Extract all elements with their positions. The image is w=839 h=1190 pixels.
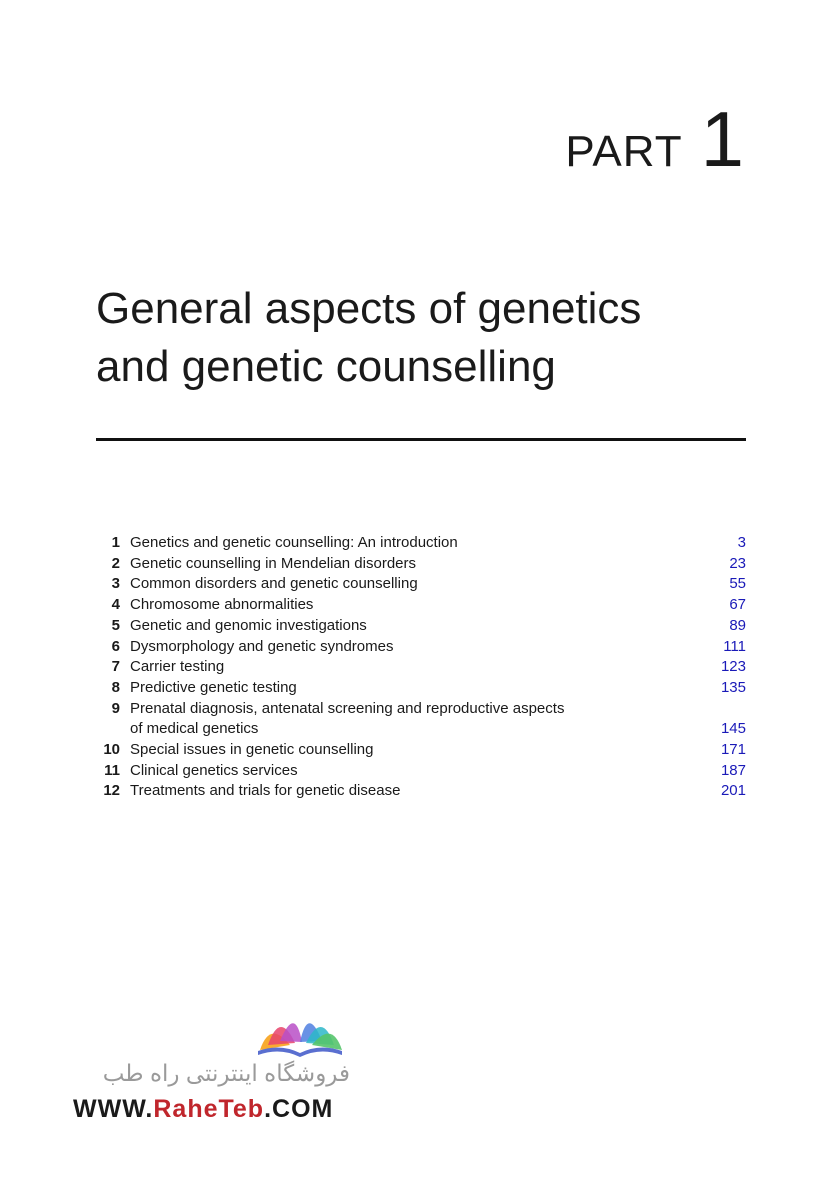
url-prefix: WWW. (73, 1095, 154, 1123)
watermark-url[interactable] (73, 1095, 333, 1124)
toc-entry[interactable] (96, 595, 746, 616)
toc-chapter-title-line: Common disorders and genetic counselling (130, 575, 418, 593)
toc-chapter-number: 10 (103, 741, 120, 759)
table-of-contents (96, 533, 746, 802)
toc-chapter-title (130, 699, 676, 740)
toc-chapter-title (130, 657, 676, 678)
toc-chapter-number: 8 (111, 678, 120, 696)
toc-chapter-number: 1 (111, 534, 120, 551)
watermark (70, 1005, 370, 1135)
toc-page-number[interactable]: 67 (729, 596, 746, 614)
toc-entry[interactable] (96, 657, 746, 678)
toc-chapter-number: 5 (111, 616, 120, 634)
part-title-line-2: and genetic counselling (96, 342, 556, 391)
toc-chapter-title (130, 740, 676, 761)
toc-page-number[interactable]: 23 (729, 554, 746, 572)
toc-chapter-number: 7 (111, 658, 120, 676)
toc-chapter-number: 9 (111, 699, 120, 717)
toc-chapter-title-line: Genetics and genetic counselling: An introduction (130, 534, 458, 551)
toc-page-number[interactable]: 135 (720, 678, 746, 696)
open-book-rainbow-icon (250, 1005, 350, 1060)
toc-chapter-title-line: Predictive genetic testing (130, 678, 297, 696)
part-title (96, 280, 756, 396)
toc-page-number[interactable]: 89 (729, 616, 746, 634)
toc-page-number[interactable]: 201 (720, 782, 746, 800)
toc-chapter-title-line: Treatments and trials for genetic disease (130, 782, 401, 800)
toc-chapter-title-line: Genetic and genomic investigations (130, 616, 367, 634)
toc-page-number[interactable]: 145 (720, 720, 746, 738)
toc-chapter-title (130, 554, 676, 575)
part-label (565, 95, 744, 183)
toc-chapter-number: 4 (111, 596, 120, 614)
toc-chapter-title-line: Special issues in genetic counselling (130, 741, 374, 759)
toc-chapter-title (130, 616, 676, 637)
watermark-persian-text: فروشگاه اینترنتی راه طب (102, 1060, 350, 1086)
toc-chapter-title-line: Dysmorphology and genetic syndromes (130, 637, 394, 655)
toc-chapter-title (130, 678, 676, 699)
toc-page-number[interactable]: 123 (720, 658, 746, 676)
toc-entry[interactable] (96, 761, 746, 782)
toc-entry[interactable] (96, 574, 746, 595)
toc-chapter-title-line: Chromosome abnormalities (130, 596, 314, 614)
toc-chapter-title (130, 533, 676, 554)
toc-chapter-title (130, 637, 676, 658)
toc-chapter-number: 6 (111, 637, 120, 655)
toc-chapter-title-line: Prenatal diagnosis, antenatal screening and reproductive aspects (130, 699, 565, 717)
toc-page-number[interactable]: 187 (720, 761, 746, 779)
toc-chapter-title-line: Genetic counselling in Mendelian disorders (130, 554, 416, 572)
part-title-line-1: General aspects of genetics (96, 284, 642, 333)
toc-chapter-title-line: of medical genetics (130, 720, 259, 738)
toc-page-number[interactable]: 111 (723, 637, 746, 655)
toc-entry[interactable] (96, 699, 746, 740)
toc-entry[interactable] (96, 637, 746, 658)
toc-entry[interactable] (96, 533, 746, 554)
url-brand: RaheTeb (153, 1095, 265, 1123)
toc-entry[interactable] (96, 616, 746, 637)
toc-entry[interactable] (96, 781, 746, 802)
toc-chapter-number: 12 (103, 782, 120, 800)
toc-chapter-number: 2 (111, 554, 120, 572)
toc-entry[interactable] (96, 678, 746, 699)
toc-chapter-number: 3 (111, 575, 120, 593)
url-suffix: .COM (264, 1095, 334, 1123)
toc-chapter-title (130, 574, 676, 595)
toc-chapter-number: 11 (104, 761, 120, 779)
toc-entry[interactable] (96, 740, 746, 761)
toc-chapter-title (130, 781, 676, 802)
toc-entry[interactable] (96, 554, 746, 575)
toc-page-number[interactable]: 3 (737, 534, 746, 551)
toc-page-number[interactable]: 55 (729, 575, 746, 593)
part-number: 1 (700, 95, 744, 183)
toc-chapter-title-line: Carrier testing (130, 658, 225, 676)
toc-chapter-title-line: Clinical genetics services (130, 761, 298, 779)
part-word: PART (565, 127, 683, 176)
toc-chapter-title (130, 595, 676, 616)
toc-page-number[interactable]: 171 (720, 741, 746, 759)
title-divider (96, 438, 746, 441)
toc-chapter-title (130, 761, 676, 782)
